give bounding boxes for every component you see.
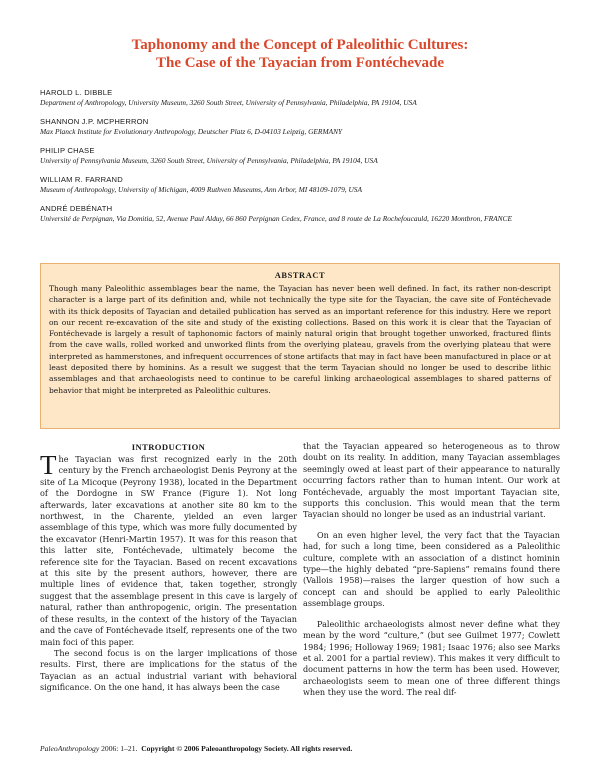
- author-entry: [40, 146, 560, 166]
- author-affiliation: University of Pennsylvania Museum, 3260 South Street, University of Pennsylvania, Philadelphia, PA 19104, USA: [40, 156, 378, 165]
- author-name: PHILIP CHASE: [40, 146, 95, 155]
- author-affiliation: Max Planck Institute for Evolutionary Anthropology, Deutscher Platz 6, D-04103 Leipzig, GERMANY: [40, 127, 343, 136]
- section-heading-introduction: INTRODUCTION: [131, 442, 206, 452]
- author-entry: [40, 88, 560, 108]
- body-paragraph: On an even higher level, the very fact that the Tayacian had, for such a long time, been considered as a Paleolithic culture, complete with an association of a distinct hominin type—the highly debated “pre-Sapiens” remains found there (Vallois 1958)—raises the larger question of how such a concept can and should be applied to early Paleolithic assemblage groups.: [303, 529, 560, 609]
- abstract-heading: ABSTRACT: [274, 271, 326, 280]
- author-name: HAROLD L. DIBBLE: [40, 88, 113, 97]
- title-line-2: The Case of the Tayacian from Fontéchevade: [155, 55, 445, 71]
- author-name: WILLIAM R. FARRAND: [40, 175, 123, 184]
- author-name: SHANNON J.P. MCPHERRON: [40, 117, 149, 126]
- body-paragraph: Paleolithic archaeologists almost never define what they mean by the word “culture,” (but see Guilmet 1977; Cowlett 1984; 1996; Holloway 1969; 1981; Isaac 1976; also see Marks et al. 2001 for a partial review). This makes it very difficult to document patterns in how the term has been used. However, archaeologists seem to mean one of three different things when they use the word. The real dif-: [303, 618, 560, 698]
- body-paragraph: [40, 450, 297, 648]
- body-paragraph: The second focus is on the larger implications of those results. First, there are implications for the status of the Tayacian as an actual industrial variant with behavioral significance. On the one hand, it has always been the case: [40, 647, 297, 693]
- page-footer: [40, 744, 352, 753]
- author-affiliation: Department of Anthropology, University Museum, 3260 South Street, University of Pennsylvania, Philadelphia, PA 19104, USA: [40, 98, 417, 107]
- copyright-notice: Copyright © 2006 Paleoanthropology Society. All rights reserved.: [141, 744, 353, 753]
- author-list: [40, 88, 560, 233]
- journal-name: PaleoAnthropology: [40, 744, 100, 753]
- author-name: ANDRÉ DEBÉNATH: [40, 204, 113, 213]
- body-column-left: [40, 441, 297, 694]
- title-line-1: Taphonomy and the Concept of Paleolithic Cultures:: [131, 37, 469, 53]
- body-column-right: [303, 441, 560, 699]
- author-entry: [40, 204, 560, 224]
- abstract-box: [40, 263, 560, 429]
- body-paragraph: that the Tayacian appeared so heterogeneous as to throw doubt on its reality. In addition, many Tayacian assemblages seemingly owed at least part of their appearance to naturally occurring factors rather than to human intent. Our work at Fontéchevade, arguably the most important Tayacian site, supports this conclusion. This would mean that the term Tayacian should no longer be used as an industrial variant.: [303, 441, 560, 520]
- abstract-text: Though many Paleolithic assemblages bear the name, the Tayacian has never been well defined. In fact, its rather non-descript character is a large part of its definition and, while not technically the type site for the Tayacian, the cave site of Fontéchevade with its thick deposits of Tayacian and detailed publication has served as an important reference for this industry. Here we report on our recent re-excavation of the site and study of the existing collections. Based on this work it is clear that the Tayacian of Fontéchevade is largely a result of taphonomic factors of mainly natural origin that brought together unworked, fractured flints from the cave walls, rolled worked and unworked flints from the overlying plateau, gravels from the overlying plateau that were interpreted as hammerstones, and infrequent occurrences of stone artifacts that may in fact have been manufactured in place or at least deposited there by hominins. As a result we suggest that the term Tayacian should no longer be used to describe lithic assemblages and that archaeologists need to continue to be careful linking archaeological assemblages to shared patterns of behavior that might be interpreted as Paleolithic cultures.: [49, 284, 551, 395]
- author-affiliation: Université de Perpignan, Via Domitia, 52, Avenue Paul Alduy, 66 860 Perpignan Cedex, France, and 8 route de La Rochefoucauld, 16220 Montbron, FRANCE: [40, 214, 512, 223]
- paragraph-text: he Tayacian was first recognized early in the 20th century by the French archaeologist Denis Peyrony at the site of La Micoque (Peyrony 1938), located in the Department of the Dordogne in SW France (Figure 1). Not long afterwards, later excavations at another site 80 km to the northwest, in the Charente, yielded an even larger assemblage of this type, which was more fully documented by the excavator (Henri-Martin 1957). It was for this reason that this latter site, Fontéchevade, ultimately become the reference site for the Tayacian. Based on recent excavations at this site by the present authors, however, there are multiple lines of evidence that, taken together, strongly suggest that the assemblage present in this cave is largely of natural, rather than anthropogenic, origin. The presentation of these results, in the context of the history of the Tayacian and the cave of Fontéchevade itself, represents one of the two main foci of this paper.: [40, 454, 297, 647]
- author-entry: [40, 175, 560, 195]
- drop-cap: T: [40, 450, 57, 480]
- author-affiliation: Museum of Anthropology, University of Michigan, 4009 Ruthven Museums, Ann Arbor, MI 48109-1079, USA: [40, 185, 363, 194]
- paper-title: [0, 36, 600, 72]
- journal-pages: 2006: 1–21.: [99, 744, 138, 753]
- author-entry: [40, 117, 560, 137]
